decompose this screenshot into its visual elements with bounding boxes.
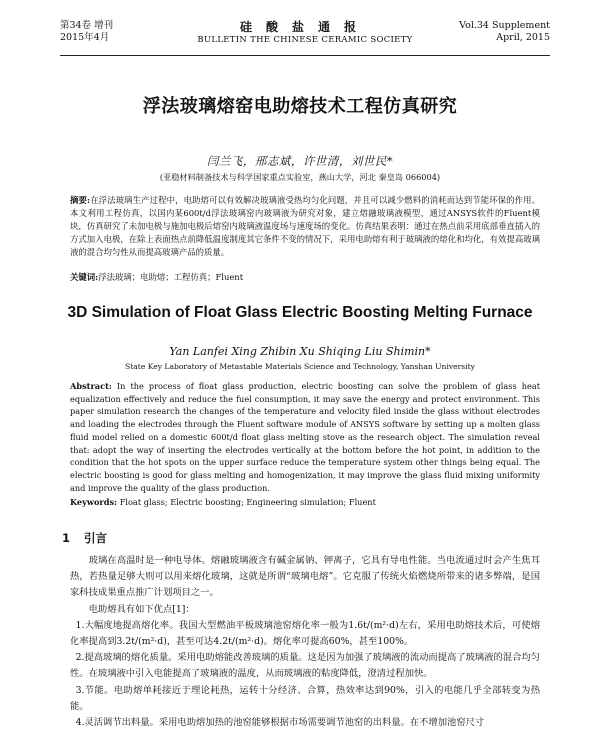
abstract-cn-label: 摘要: (70, 195, 91, 205)
list-item: 1.大幅度地提高熔化率。我国大型燃油平板玻璃池窑熔化率一般为1.6t/(m²·d)左右，采用电助熔技术后，可使熔化率提高到3.2t/(m²·d)，甚至可达4.2t/(m²·d)。熔化率可提高60%，甚至100%。 (70, 619, 540, 648)
journal-name-en: BULLETIN THE CHINESE CERAMIC SOCIETY (197, 35, 413, 45)
volume-en: Vol.34 Supplement (459, 20, 550, 31)
header-left (60, 20, 113, 44)
list-item: 2.提高玻璃的熔化质量。采用电助熔能改善玻璃的质量。这是因为加强了玻璃液的流动而提高了玻璃液的混合均匀性。在玻璃液中引入电能提高了玻璃液的温度，从而玻璃液的粘度降低，澄清过程加快。 (70, 652, 540, 680)
body-paragraph: 玻璃在高温时是一种电导体。熔融玻璃液含有碱金属钠、钾离子，它具有导电性能。当电流通过时会产生焦耳热，若热量足够大则可以用来熔化玻璃，这就是所谓“玻璃电熔”。它克服了传统火焰燃烧所带来的诸多弊端，是国家科技成果重点推广计划项目之一。 (70, 555, 540, 599)
section-title: 引言 (84, 531, 108, 545)
section-number: 1 (62, 531, 71, 545)
date-cn: 2015年4月 (60, 32, 110, 43)
abstract-en (70, 380, 540, 494)
keywords-en (70, 496, 540, 508)
header-center (170, 20, 440, 46)
keywords-cn-label: 关键词: (70, 272, 99, 282)
paper-title-en: 3D Simulation of Float Glass Electric Boosting Melting Furnace (67, 304, 533, 321)
journal-name-cn: 硅酸盐通报 (239, 20, 370, 34)
body-paragraph: 电助熔具有如下优点[1]： (88, 603, 195, 615)
authors-en: Yan Lanfei Xing Zhibin Xu Shiqing Liu Shimin* (169, 345, 431, 358)
list-item: 4.灵活调节出料量。采用电助熔加热的池窑能够根据市场需要调节池窑的出料量。在不增加池窑尺寸 (75, 717, 485, 729)
authors-cn: 闫兰飞，邢志斌，许世清，刘世民* (206, 154, 394, 168)
keywords-en-label: Keywords: (70, 497, 118, 507)
section-heading (62, 530, 107, 546)
list-item: 3.节能。电助熔单耗接近于理论耗热，运转十分经济、合算，热效率达到90%，引入的电能几乎全部转变为热能。 (70, 684, 540, 712)
abstract-cn (70, 194, 540, 259)
affiliation-cn: (亚稳材料制备技术与科学国家重点实验室，燕山大学，河北 秦皇岛 066004) (159, 172, 441, 182)
keywords-cn (70, 271, 540, 284)
abstract-en-text: In the process of float glass production, electric boosting can solve the problem of glass heat equalization effectively and reduce the fuel consumption, it may save the energy and protect environment. This paper simulation research the changes of the temperature and velocity filed inside the glass without electrodes and loading the electrodes through the Fluent software module of ANSYS software by setting up a molten glass fluid model relied on a domestic 600t/d float glass melting stove as the research object. The simulation reveal that: adopt the way of inserting the electrodes vertically at the bottom before the hot point, in addition to the condition that the hot spots on the upper surface reduce the temperature system other things being equal. The electric boosting is good for glass melting and homogenization, it may improve the glass fluid mixing uniformity and improve the quality of the glass production. (70, 381, 541, 493)
keywords-cn-text: 浮法玻璃；电助熔；工程仿真；Fluent (98, 272, 244, 282)
abstract-cn-text: 在浮法玻璃生产过程中，电助熔可以有效解决玻璃液受热均匀化问题，并且可以减少燃料的消耗而达到节能环保的作用。本文利用工程仿真，以国内某600t/d浮法玻璃窑内玻璃液为研究对象，建立熔融玻璃液模型，通过ANSYS软件的Fluent模块，仿真研究了未加电极与施加电极后熔窑内玻璃液温度场与速度场的变化。仿真结果表明：通过在热点前采用底部垂直插入的方式加入电极，在除上表面热点前降低温度制度其它条件不变的情况下，采用电助熔有利于玻璃液的熔化和均化，有效提高玻璃液的混合均匀性从而提高玻璃产品的质量。 (70, 195, 541, 257)
date-en: April, 2015 (496, 32, 550, 43)
body-text (70, 553, 540, 731)
paper-title-cn: 浮法玻璃熔窑电助熔技术工程仿真研究 (142, 96, 458, 117)
affiliation-en: State Key Laboratory of Metastable Materials Science and Technology, Yanshan University (125, 362, 475, 371)
volume-cn: 第34卷 增刊 (60, 20, 114, 31)
running-header (60, 20, 550, 56)
header-divider (60, 55, 550, 56)
keywords-en-text: Float glass; Electric boosting; Engineering simulation; Fluent (119, 497, 376, 507)
abstract-en-label: Abstract: (70, 381, 112, 391)
header-right (459, 20, 550, 44)
